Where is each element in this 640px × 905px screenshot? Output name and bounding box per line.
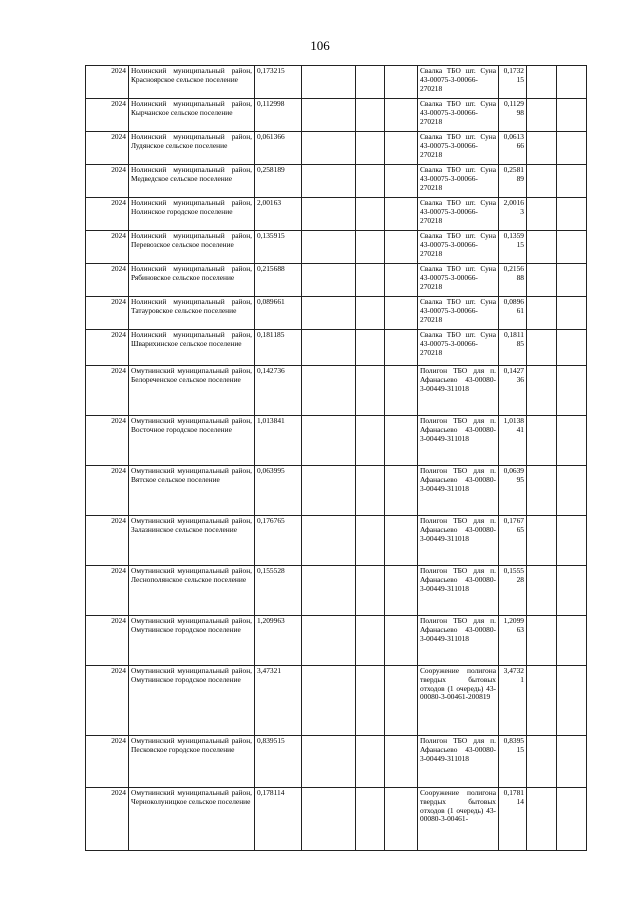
year-cell: 2024	[86, 132, 129, 165]
empty-cell	[557, 736, 587, 788]
empty-cell	[527, 466, 557, 516]
empty-cell	[302, 99, 356, 132]
empty-cell	[527, 264, 557, 297]
table-row	[86, 366, 587, 416]
empty-cell	[302, 198, 356, 231]
empty-cell	[356, 616, 385, 666]
value-cell: 0,155528	[255, 566, 302, 616]
value2-cell: 0,1781 14	[499, 788, 527, 851]
year-cell: 2024	[86, 330, 129, 366]
area-cell: Омутнинский муниципальный район, Омутнинское городское поселение	[129, 616, 255, 666]
area-cell: Нолинский муниципальный район, Кырчанское сельское поселение	[129, 99, 255, 132]
empty-cell	[557, 330, 587, 366]
table-row	[86, 264, 587, 297]
table-row	[86, 416, 587, 466]
value-cell: 0,258189	[255, 165, 302, 198]
year-cell: 2024	[86, 297, 129, 330]
year-cell: 2024	[86, 566, 129, 616]
empty-cell	[385, 416, 418, 466]
empty-cell	[557, 198, 587, 231]
empty-cell	[356, 264, 385, 297]
value-cell: 3,47321	[255, 666, 302, 736]
year-cell: 2024	[86, 198, 129, 231]
value-cell: 1,209963	[255, 616, 302, 666]
area-cell: Нолинский муниципальный район, Шварихинское сельское поселение	[129, 330, 255, 366]
value2-cell: 0,1359 15	[499, 231, 527, 264]
area-cell: Нолинский муниципальный район, Перевозское сельское поселение	[129, 231, 255, 264]
empty-cell	[356, 132, 385, 165]
value2-cell: 0,1811 85	[499, 330, 527, 366]
value-cell: 2,00163	[255, 198, 302, 231]
empty-cell	[302, 297, 356, 330]
year-cell: 2024	[86, 736, 129, 788]
area-cell: Омутнинский муниципальный район, Омутнинское городское поселение	[129, 666, 255, 736]
empty-cell	[385, 736, 418, 788]
empty-cell	[302, 666, 356, 736]
value2-cell: 2,0016 3	[499, 198, 527, 231]
empty-cell	[527, 198, 557, 231]
empty-cell	[385, 466, 418, 516]
area-cell: Нолинский муниципальный район, Лудянское сельское поселение	[129, 132, 255, 165]
waste-register-table	[85, 65, 587, 851]
empty-cell	[557, 66, 587, 99]
area-cell: Нолинский муниципальный район, Нолинское городское поселение	[129, 198, 255, 231]
empty-cell	[527, 231, 557, 264]
empty-cell	[302, 466, 356, 516]
value-cell: 0,176765	[255, 516, 302, 566]
object-cell: Свалка ТБО шт. Суна 43-00075-3-00066-270218	[418, 330, 499, 366]
empty-cell	[527, 330, 557, 366]
empty-cell	[385, 99, 418, 132]
empty-cell	[302, 330, 356, 366]
table-row	[86, 516, 587, 566]
area-cell: Омутнинский муниципальный район, Черноколуницкое сельское поселение	[129, 788, 255, 851]
object-cell: Полигон ТБО для п. Афанасьево 43-00080-3-00449-311018	[418, 516, 499, 566]
empty-cell	[385, 66, 418, 99]
empty-cell	[302, 416, 356, 466]
year-cell: 2024	[86, 788, 129, 851]
empty-cell	[527, 297, 557, 330]
empty-cell	[385, 330, 418, 366]
area-cell: Нолинский муниципальный район, Татауровское сельское поселение	[129, 297, 255, 330]
empty-cell	[356, 330, 385, 366]
empty-cell	[356, 297, 385, 330]
value-cell: 0,215688	[255, 264, 302, 297]
empty-cell	[356, 165, 385, 198]
table-row	[86, 330, 587, 366]
value2-cell: 0,1555 28	[499, 566, 527, 616]
empty-cell	[356, 516, 385, 566]
empty-cell	[385, 231, 418, 264]
area-cell: Нолинский муниципальный район, Медведское сельское поселение	[129, 165, 255, 198]
empty-cell	[557, 666, 587, 736]
empty-cell	[385, 616, 418, 666]
year-cell: 2024	[86, 666, 129, 736]
value2-cell: 0,1732 15	[499, 66, 527, 99]
empty-cell	[557, 788, 587, 851]
object-cell: Полигон ТБО для п. Афанасьево 43-00080-3-00449-311018	[418, 616, 499, 666]
table-row	[86, 566, 587, 616]
object-cell: Свалка ТБО шт. Суна 43-00075-3-00066-270218	[418, 66, 499, 99]
empty-cell	[527, 99, 557, 132]
empty-cell	[302, 264, 356, 297]
empty-cell	[557, 516, 587, 566]
empty-cell	[557, 165, 587, 198]
empty-cell	[356, 99, 385, 132]
object-cell: Свалка ТБО шт. Суна 43-00075-3-00066-270218	[418, 99, 499, 132]
value2-cell: 3,4732 1	[499, 666, 527, 736]
empty-cell	[557, 297, 587, 330]
empty-cell	[302, 788, 356, 851]
empty-cell	[557, 132, 587, 165]
empty-cell	[527, 366, 557, 416]
year-cell: 2024	[86, 466, 129, 516]
year-cell: 2024	[86, 616, 129, 666]
year-cell: 2024	[86, 264, 129, 297]
table-row	[86, 788, 587, 851]
empty-cell	[557, 99, 587, 132]
object-cell: Свалка ТБО шт. Суна 43-00075-3-00066-270218	[418, 132, 499, 165]
empty-cell	[302, 165, 356, 198]
value2-cell: 0,0896 61	[499, 297, 527, 330]
empty-cell	[527, 516, 557, 566]
empty-cell	[557, 566, 587, 616]
object-cell: Свалка ТБО шт. Суна 43-00075-3-00066-270218	[418, 165, 499, 198]
object-cell: Полигон ТБО для п. Афанасьево 43-00080-3-00449-311018	[418, 566, 499, 616]
empty-cell	[302, 231, 356, 264]
table-row	[86, 231, 587, 264]
value2-cell: 0,0639 95	[499, 466, 527, 516]
empty-cell	[557, 231, 587, 264]
empty-cell	[385, 788, 418, 851]
year-cell: 2024	[86, 231, 129, 264]
empty-cell	[385, 132, 418, 165]
object-cell: Полигон ТБО для п. Афанасьево 43-00080-3-00449-311018	[418, 466, 499, 516]
object-cell: Сооружение полигона твердых бытовых отходов (1 очередь) 43-00080-3-00461-	[418, 788, 499, 851]
value2-cell: 0,1129 98	[499, 99, 527, 132]
value2-cell: 0,1427 36	[499, 366, 527, 416]
value2-cell: 0,2156 88	[499, 264, 527, 297]
object-cell: Свалка ТБО шт. Суна 43-00075-3-00066-270218	[418, 231, 499, 264]
empty-cell	[527, 616, 557, 666]
empty-cell	[356, 198, 385, 231]
empty-cell	[356, 66, 385, 99]
empty-cell	[302, 132, 356, 165]
empty-cell	[385, 366, 418, 416]
table-row	[86, 132, 587, 165]
empty-cell	[356, 736, 385, 788]
table-row	[86, 297, 587, 330]
empty-cell	[385, 666, 418, 736]
object-cell: Сооружение полигона твердых бытовых отходов (1 очередь) 43-00080-3-00461-200819	[418, 666, 499, 736]
value-cell: 0,178114	[255, 788, 302, 851]
value-cell: 0,112998	[255, 99, 302, 132]
value-cell: 1,013841	[255, 416, 302, 466]
table-row	[86, 666, 587, 736]
year-cell: 2024	[86, 416, 129, 466]
empty-cell	[302, 516, 356, 566]
year-cell: 2024	[86, 66, 129, 99]
table-row	[86, 736, 587, 788]
empty-cell	[527, 66, 557, 99]
value2-cell: 1,0138 41	[499, 416, 527, 466]
table-row	[86, 616, 587, 666]
area-cell: Нолинский муниципальный район, Красноярское сельское поселение	[129, 66, 255, 99]
year-cell: 2024	[86, 99, 129, 132]
value2-cell: 0,0613 66	[499, 132, 527, 165]
value2-cell: 1,2099 63	[499, 616, 527, 666]
table-row	[86, 198, 587, 231]
table-row	[86, 466, 587, 516]
value-cell: 0,135915	[255, 231, 302, 264]
empty-cell	[356, 416, 385, 466]
empty-cell	[527, 165, 557, 198]
empty-cell	[385, 566, 418, 616]
value2-cell: 0,1767 65	[499, 516, 527, 566]
empty-cell	[385, 264, 418, 297]
object-cell: Полигон ТБО для п. Афанасьево 43-00080-3-00449-311018	[418, 366, 499, 416]
value-cell: 0,839515	[255, 736, 302, 788]
empty-cell	[527, 736, 557, 788]
object-cell: Свалка ТБО шт. Суна 43-00075-3-00066-270218	[418, 297, 499, 330]
page-number: 106	[310, 38, 330, 53]
empty-cell	[385, 297, 418, 330]
empty-cell	[385, 165, 418, 198]
object-cell: Свалка ТБО шт. Суна 43-00075-3-00066-270218	[418, 264, 499, 297]
year-cell: 2024	[86, 165, 129, 198]
table-row	[86, 66, 587, 99]
empty-cell	[557, 366, 587, 416]
empty-cell	[385, 198, 418, 231]
area-cell: Омутнинский муниципальный район, Восточное городское поселение	[129, 416, 255, 466]
empty-cell	[356, 666, 385, 736]
empty-cell	[302, 366, 356, 416]
area-cell: Омутнинский муниципальный район, Вятское сельское поселение	[129, 466, 255, 516]
object-cell: Полигон ТБО для п. Афанасьево 43-00080-3-00449-311018	[418, 736, 499, 788]
value-cell: 0,173215	[255, 66, 302, 99]
value-cell: 0,063995	[255, 466, 302, 516]
table-body	[86, 66, 587, 851]
empty-cell	[302, 66, 356, 99]
empty-cell	[356, 366, 385, 416]
value-cell: 0,089661	[255, 297, 302, 330]
value-cell: 0,181185	[255, 330, 302, 366]
empty-cell	[527, 666, 557, 736]
value-cell: 0,061366	[255, 132, 302, 165]
empty-cell	[356, 231, 385, 264]
empty-cell	[356, 566, 385, 616]
empty-cell	[527, 416, 557, 466]
empty-cell	[557, 616, 587, 666]
value-cell: 0,142736	[255, 366, 302, 416]
value2-cell: 0,2581 89	[499, 165, 527, 198]
area-cell: Омутнинский муниципальный район, Белореченское сельское поселение	[129, 366, 255, 416]
empty-cell	[557, 264, 587, 297]
empty-cell	[302, 616, 356, 666]
empty-cell	[557, 416, 587, 466]
table-row	[86, 99, 587, 132]
year-cell: 2024	[86, 516, 129, 566]
value2-cell: 0,8395 15	[499, 736, 527, 788]
area-cell: Омутнинский муниципальный район, Леснополянское сельское поселение	[129, 566, 255, 616]
empty-cell	[385, 516, 418, 566]
object-cell: Свалка ТБО шт. Суна 43-00075-3-00066-270218	[418, 198, 499, 231]
area-cell: Омутнинский муниципальный район, Песковское городское поселение	[129, 736, 255, 788]
empty-cell	[527, 788, 557, 851]
empty-cell	[356, 788, 385, 851]
year-cell: 2024	[86, 366, 129, 416]
empty-cell	[302, 566, 356, 616]
empty-cell	[527, 566, 557, 616]
area-cell: Нолинский муниципальный район, Рябиновское сельское поселение	[129, 264, 255, 297]
empty-cell	[356, 466, 385, 516]
object-cell: Полигон ТБО для п. Афанасьево 43-00080-3-00449-311018	[418, 416, 499, 466]
table-row	[86, 165, 587, 198]
empty-cell	[527, 132, 557, 165]
area-cell: Омутнинский муниципальный район, Залазнинское сельское поселение	[129, 516, 255, 566]
empty-cell	[302, 736, 356, 788]
empty-cell	[557, 466, 587, 516]
